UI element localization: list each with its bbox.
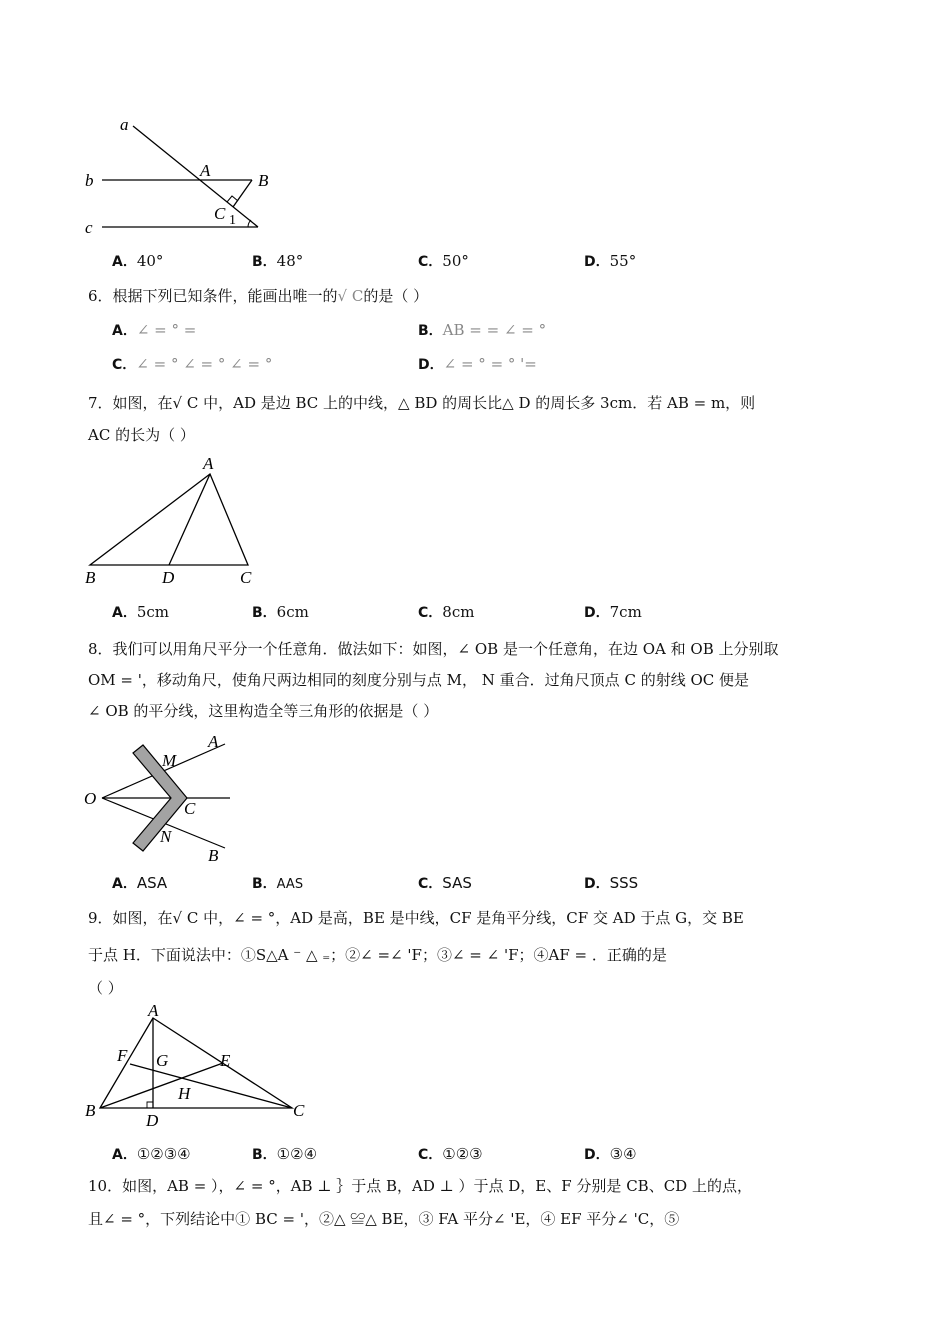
q8-stem-line1: 8．我们可以用角尺平分一个任意角．做法如下：如图，∠ OB 是一个任意角，在边 OA 和 OB 上分别取: [88, 640, 779, 658]
q9-stem-line3: （ ）: [88, 979, 123, 997]
q8-stem-line3: ∠ OB 的平分线，这里构造全等三角形的依据是（ ）: [88, 702, 439, 720]
label-a: a: [120, 115, 129, 134]
label-c: c: [85, 218, 93, 237]
q8-option-c[interactable]: C．SAS: [418, 874, 472, 892]
label-b: b: [85, 171, 94, 190]
triangle-abc: [90, 474, 248, 565]
q6-option-b[interactable]: B．AB = = ∠ = °: [418, 321, 547, 339]
figure-q9: [80, 1002, 320, 1132]
q9-option-b[interactable]: B．①②④: [252, 1145, 318, 1163]
q7-stem-line2: AC 的长为（ ）: [88, 426, 195, 444]
label-point-b: B: [258, 171, 269, 190]
q9-stem-line1: 9．如图，在√ C 中，∠ = °，AD 是高，BE 是中线，CF 是角平分线，CF 交 AD 于点 G，交 BE: [88, 909, 744, 927]
q9-option-c[interactable]: C．①②③: [418, 1145, 483, 1163]
label-point-f: F: [117, 1046, 128, 1065]
label-point-d: D: [162, 568, 175, 587]
figure-q7: [80, 452, 270, 590]
label-point-n: N: [160, 827, 172, 846]
triangle-abc: [100, 1018, 292, 1108]
q7-option-c[interactable]: C．8cm: [418, 603, 475, 621]
label-point-c: C: [240, 568, 252, 587]
q9-stem-line2: 于点 H．下面说法中：①S△A ⁻ △ ₌；②∠ =∠ 'F；③∠ = ∠ 'F；④AF = ．正确的是: [88, 946, 667, 964]
label-point-d: D: [146, 1111, 159, 1130]
label-point-b: B: [85, 568, 96, 587]
q6-stem: 6．根据下列已知条件，能画出唯一的√ C的是（ ）: [88, 287, 429, 305]
label-point-e: E: [220, 1051, 231, 1070]
figure-q5: [80, 110, 290, 240]
label-point-a: A: [200, 161, 211, 180]
figure-q8: [80, 730, 250, 868]
q7-stem-line1: 7．如图，在√ C 中，AD 是边 BC 上的中线，△ BD 的周长比△ D 的周长多 3cm．若 AB = m，则: [88, 394, 756, 412]
q5-option-a[interactable]: A．40°: [112, 252, 164, 270]
q10-stem-line1: 10．如图，AB = ），∠ = °，AB ⊥ ｝于点 B，AD ⊥ ）于点 D，E、F 分别是 CB、CD 上的点，: [88, 1177, 752, 1195]
label-point-c: C: [214, 204, 226, 223]
label-point-h: H: [178, 1084, 191, 1103]
label-point-a: A: [208, 732, 219, 751]
label-angle-1: 1: [229, 213, 236, 228]
label-point-c: C: [184, 799, 196, 818]
q5-option-b[interactable]: B．48°: [252, 252, 304, 270]
label-point-m: M: [162, 751, 177, 770]
q8-stem-line2: OM = '，移动角尺，使角尺两边相同的刻度分别与点 M， N 重合．过角尺顶点 C 的射线 OC 便是: [88, 671, 749, 689]
q8-option-a[interactable]: A．ASA: [112, 874, 168, 892]
q5-option-d[interactable]: D．55°: [584, 252, 637, 270]
label-point-a: A: [148, 1002, 159, 1020]
q6-option-c[interactable]: C．∠ = ° ∠ = ° ∠ = °: [112, 355, 273, 373]
label-point-b: B: [85, 1101, 96, 1120]
bisector-cf: [130, 1064, 292, 1108]
line-a: [133, 126, 258, 227]
label-point-b: B: [208, 846, 219, 865]
segment-bc: [233, 180, 252, 207]
q7-option-a[interactable]: A．5cm: [112, 603, 170, 621]
q7-option-d[interactable]: D．7cm: [584, 603, 642, 621]
label-point-g: G: [156, 1051, 169, 1070]
q6-option-a[interactable]: A．∠ = ° =: [112, 321, 197, 339]
angle-arc: [248, 220, 251, 227]
label-point-o: O: [84, 789, 97, 808]
q9-option-a[interactable]: A．①②③④: [112, 1145, 191, 1163]
q9-option-d[interactable]: D．③④: [584, 1145, 637, 1163]
right-angle-mark: [227, 196, 238, 202]
median-ad: [169, 474, 210, 565]
label-point-a: A: [203, 454, 214, 473]
right-angle-mark: [147, 1102, 153, 1108]
q10-stem-line2: 且∠ = °，下列结论中① BC = '，②△ ≌△ BE，③ FA 平分∠ 'E，④ EF 平分∠ 'C，⑤: [88, 1210, 680, 1228]
q7-option-b[interactable]: B．6cm: [252, 603, 309, 621]
q6-option-d[interactable]: D．∠ = ° = ° '=: [418, 355, 537, 373]
q8-option-d[interactable]: D．SSS: [584, 874, 639, 892]
q5-option-c[interactable]: C．50°: [418, 252, 469, 270]
label-point-c: C: [293, 1101, 305, 1120]
q8-option-b[interactable]: B．AAS: [252, 876, 304, 892]
